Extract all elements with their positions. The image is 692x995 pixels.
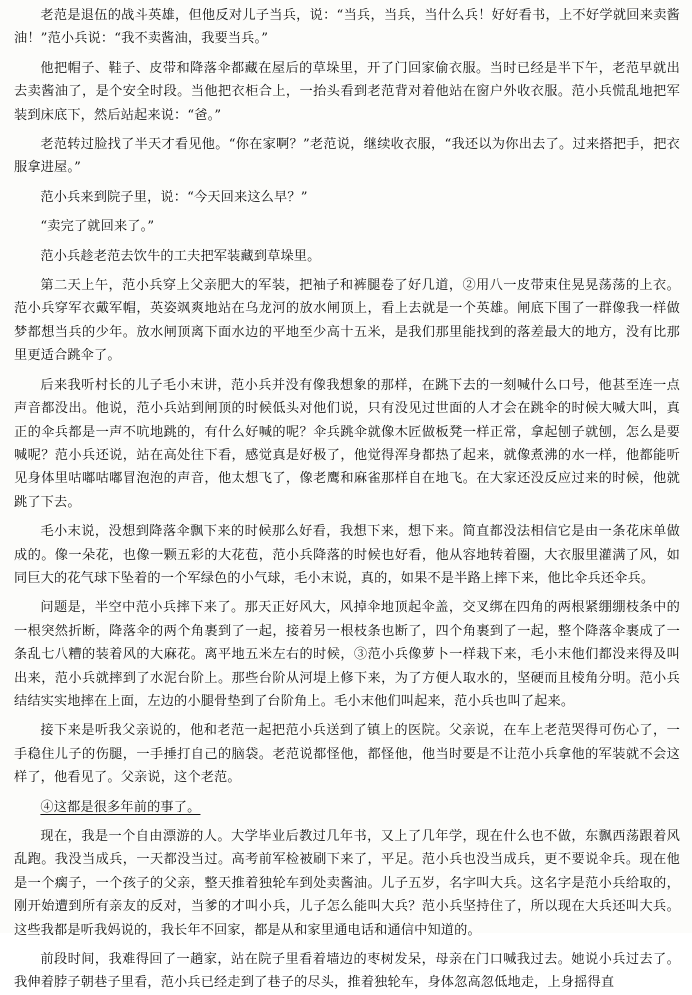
paragraph-uniform-to-haystack: 范小兵趁老范去饮牛的工夫把军装藏到草垛里。	[40, 248, 321, 264]
paragraph-parachute-beauty: 毛小末说，没想到降落伞飘下来的时候那么好看，我想下来，想下来。简直都没法相信它是由一条花床单做成的。像一朵花，也像一颗五彩的大花苞，范小兵降落的时候也好看，他从容地转着圈，大衣服里灌满了风，如同巨大的花气球下坠着的一个军绿色的小气球，毛小末说，真的，如果不是半路上摔下来，他比伞兵还伞兵。	[14, 524, 680, 586]
paragraph-years-ago: ④这都是很多年前的事了。	[40, 799, 201, 815]
paragraph-hospital: 接下来是听我父亲说的，他和老范一起把范小兵送到了镇上的医院。父亲说，在车上老范哭得可伤心了，一手稳住儿子的伤腿，一手捶打自己的脑袋。老范说都怪他，都怪他，他当时要是不让范小兵拿他的军装就不会这样了，他看见了。父亲说，这个老范。	[14, 723, 680, 786]
paragraph-lao-fan-turns: 老范转过脸找了半天才看见他。“你在家啊？”老范说，继续收衣服，“我还以为你出去了。过来搭把手，把衣服拿进屋。”	[14, 137, 680, 176]
paragraph-lao-fan-opposes: 老范是退伍的战斗英雄，但他反对儿子当兵，说：“当兵，当兵，当什么兵！好好看书，上不好学就回来卖酱油！”范小兵说：“我不卖酱油，我要当兵。”	[14, 8, 680, 47]
paragraph-back-early: 范小兵来到院子里，说：“今天回来这么早？”	[40, 189, 308, 205]
paragraph-sold-out: “卖完了就回来了。”	[40, 219, 155, 235]
paragraph-now: 现在，我是一个自由漂游的人。大学毕业后教过几年书，又上了几年学，现在什么也不做，东飘西荡跟着风乱跑。我没当成兵，一天都没当过。高考前军检被刷下来了，平足。范小兵也没当成兵，更不要说伞兵。现在他是一个瘸子，一个孩子的父亲，整天推着独轮车到处卖酱油。儿子五岁，名字叫大兵。这名字是范小兵给取的，刚开始遭到所有亲友的反对，当爹的才叫小兵，儿子怎么能叫大兵？范小兵坚持住了，所以现在大兵还叫大兵。这些我都是听我妈说的，我长年不回家，都是从和家里通电话和通信中知道的。	[14, 829, 680, 938]
paragraph-hide-uniform: 他把帽子、鞋子、皮带和降落伞都藏在屋后的草垛里，开了门回家偷衣服。当时已经是半下午，老范早就出去卖酱油了，是个安全时段。当他把衣柜合上，一抬头看到老范背对着他站在窗户外收衣服。范小兵慌乱地把军装到床底下，然后站起来说：“爸。”	[14, 60, 680, 123]
paragraph-next-morning: 第二天上午，范小兵穿上父亲肥大的军装，把袖子和裤腿卷了好几道，②用八一皮带束住晃晃荡荡的上衣。范小兵穿军衣戴军帽，英姿飒爽地站在乌龙河的放水闸顶上，看上去就是一个英雄。闸底下围了一群像我一样做梦都想当兵的少年。放水闸顶离下面水边的平地至少高十五米，是我们那里能找到的落差最大的地方，没有比那里更适合跳伞了。	[14, 278, 680, 364]
paragraph-recent-visit: 前段时间，我难得回了一趟家，站在院子里看着墙边的枣树发呆，母亲在门口喊我过去。她说小兵过去了。我伸着脖子朝巷子里看，范小兵已经走到了巷子的尽头，推着独轮车，身体忽高忽低地走，上身摇得直	[14, 952, 680, 991]
paragraph-the-fall: 问题是，半空中范小兵摔下来了。那天正好风大，风掉伞地顶起伞盖，交叉绑在四角的两根紧绷绷枝条中的一根突然折断，降落伞的两个角裹到了一起，接着另一根枝条也断了，四个角裹到了一起，整个降落伞裹成了一条乱七八糟的装着风的大麻花。离平地五米左右的时候，③范小兵像萝卜一样栽下来，毛小末他们都没来得及叫出来，范小兵就摔到了水泥台阶上。那些台阶从河堤上修下来，为了方便人取水的，坚硬而且棱角分明。范小兵结结实实地摔在上面，左边的小腿骨垫到了台阶角上。毛小末他们叫起来，范小兵也叫了起来。	[14, 600, 680, 709]
paragraph-mao-xiaomo-account: 后来我听村长的儿子毛小末讲，范小兵并没有像我想象的那样，在跳下去的一刻喊什么口号，他甚至连一点声音都没出。他说，范小兵站到闸顶的时候低头对他们说，只有没见过世面的人才会在跳伞的时候大喊大叫，真正的伞兵都是一声不吭地跳的，有什么好喊的呢？伞兵跳伞就像木匠做板凳一样正常，拿起刨子就刨，怎么是要喊呢？范小兵还说，站在高处往下看，感觉真是好极了，他觉得浑身都热了起来，就像煮沸的水一样，他都能听见身体里咕嘟咕嘟冒泡泡的声音，他太想飞了，像老鹰和麻雀那样自在地飞。在大家还没反应过来的时候，他就跳了下去。	[14, 377, 680, 510]
